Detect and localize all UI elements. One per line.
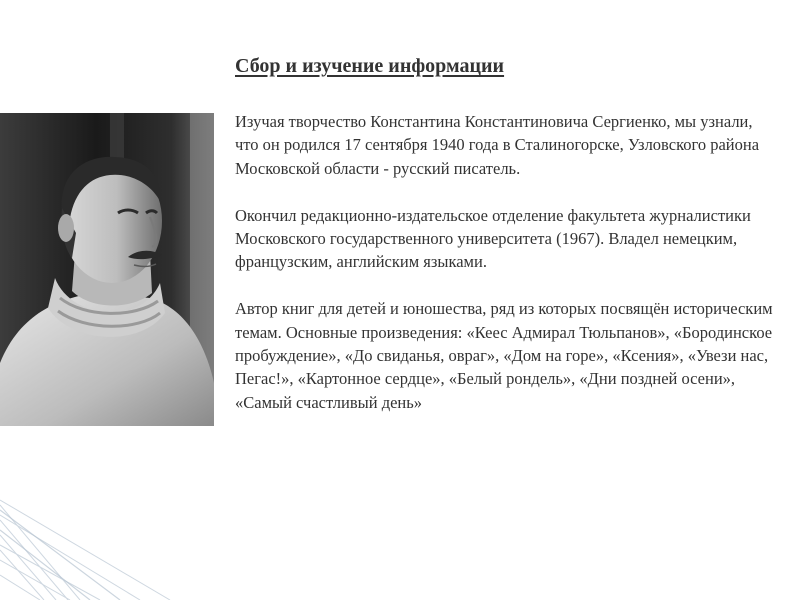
- slide-body: [235, 110, 780, 414]
- author-portrait: [0, 113, 214, 426]
- paragraph-education: Окончил редакционно-издательское отделение факультета журналистики Московского государственного университета (1967). Владел немецким, французским, английским языками.: [235, 205, 751, 272]
- portrait-photo-icon: [0, 113, 214, 426]
- slide-title: Сбор и изучение информации: [235, 55, 505, 77]
- paragraph-biography: Изучая творчество Константина Константиновича Сергиенко, мы узнали, что он родился 17 сентября 1940 года в Сталиногорске, Узловского района Московской области - русский писатель.: [235, 112, 760, 178]
- paragraph-works: Автор книг для детей и юношества, ряд из которых посвящён историческим темам. Основные произведения: «Кеес Адмирал Тюльпанов», «Бородинское пробуждение», «До свиданья, овраг», «Дом на горе», «Ксения», «Увези нас, Пегас!», «Картонное сердце», «Белый рондель», «Дни поздней осени», «Самый счастливый день»: [235, 299, 773, 412]
